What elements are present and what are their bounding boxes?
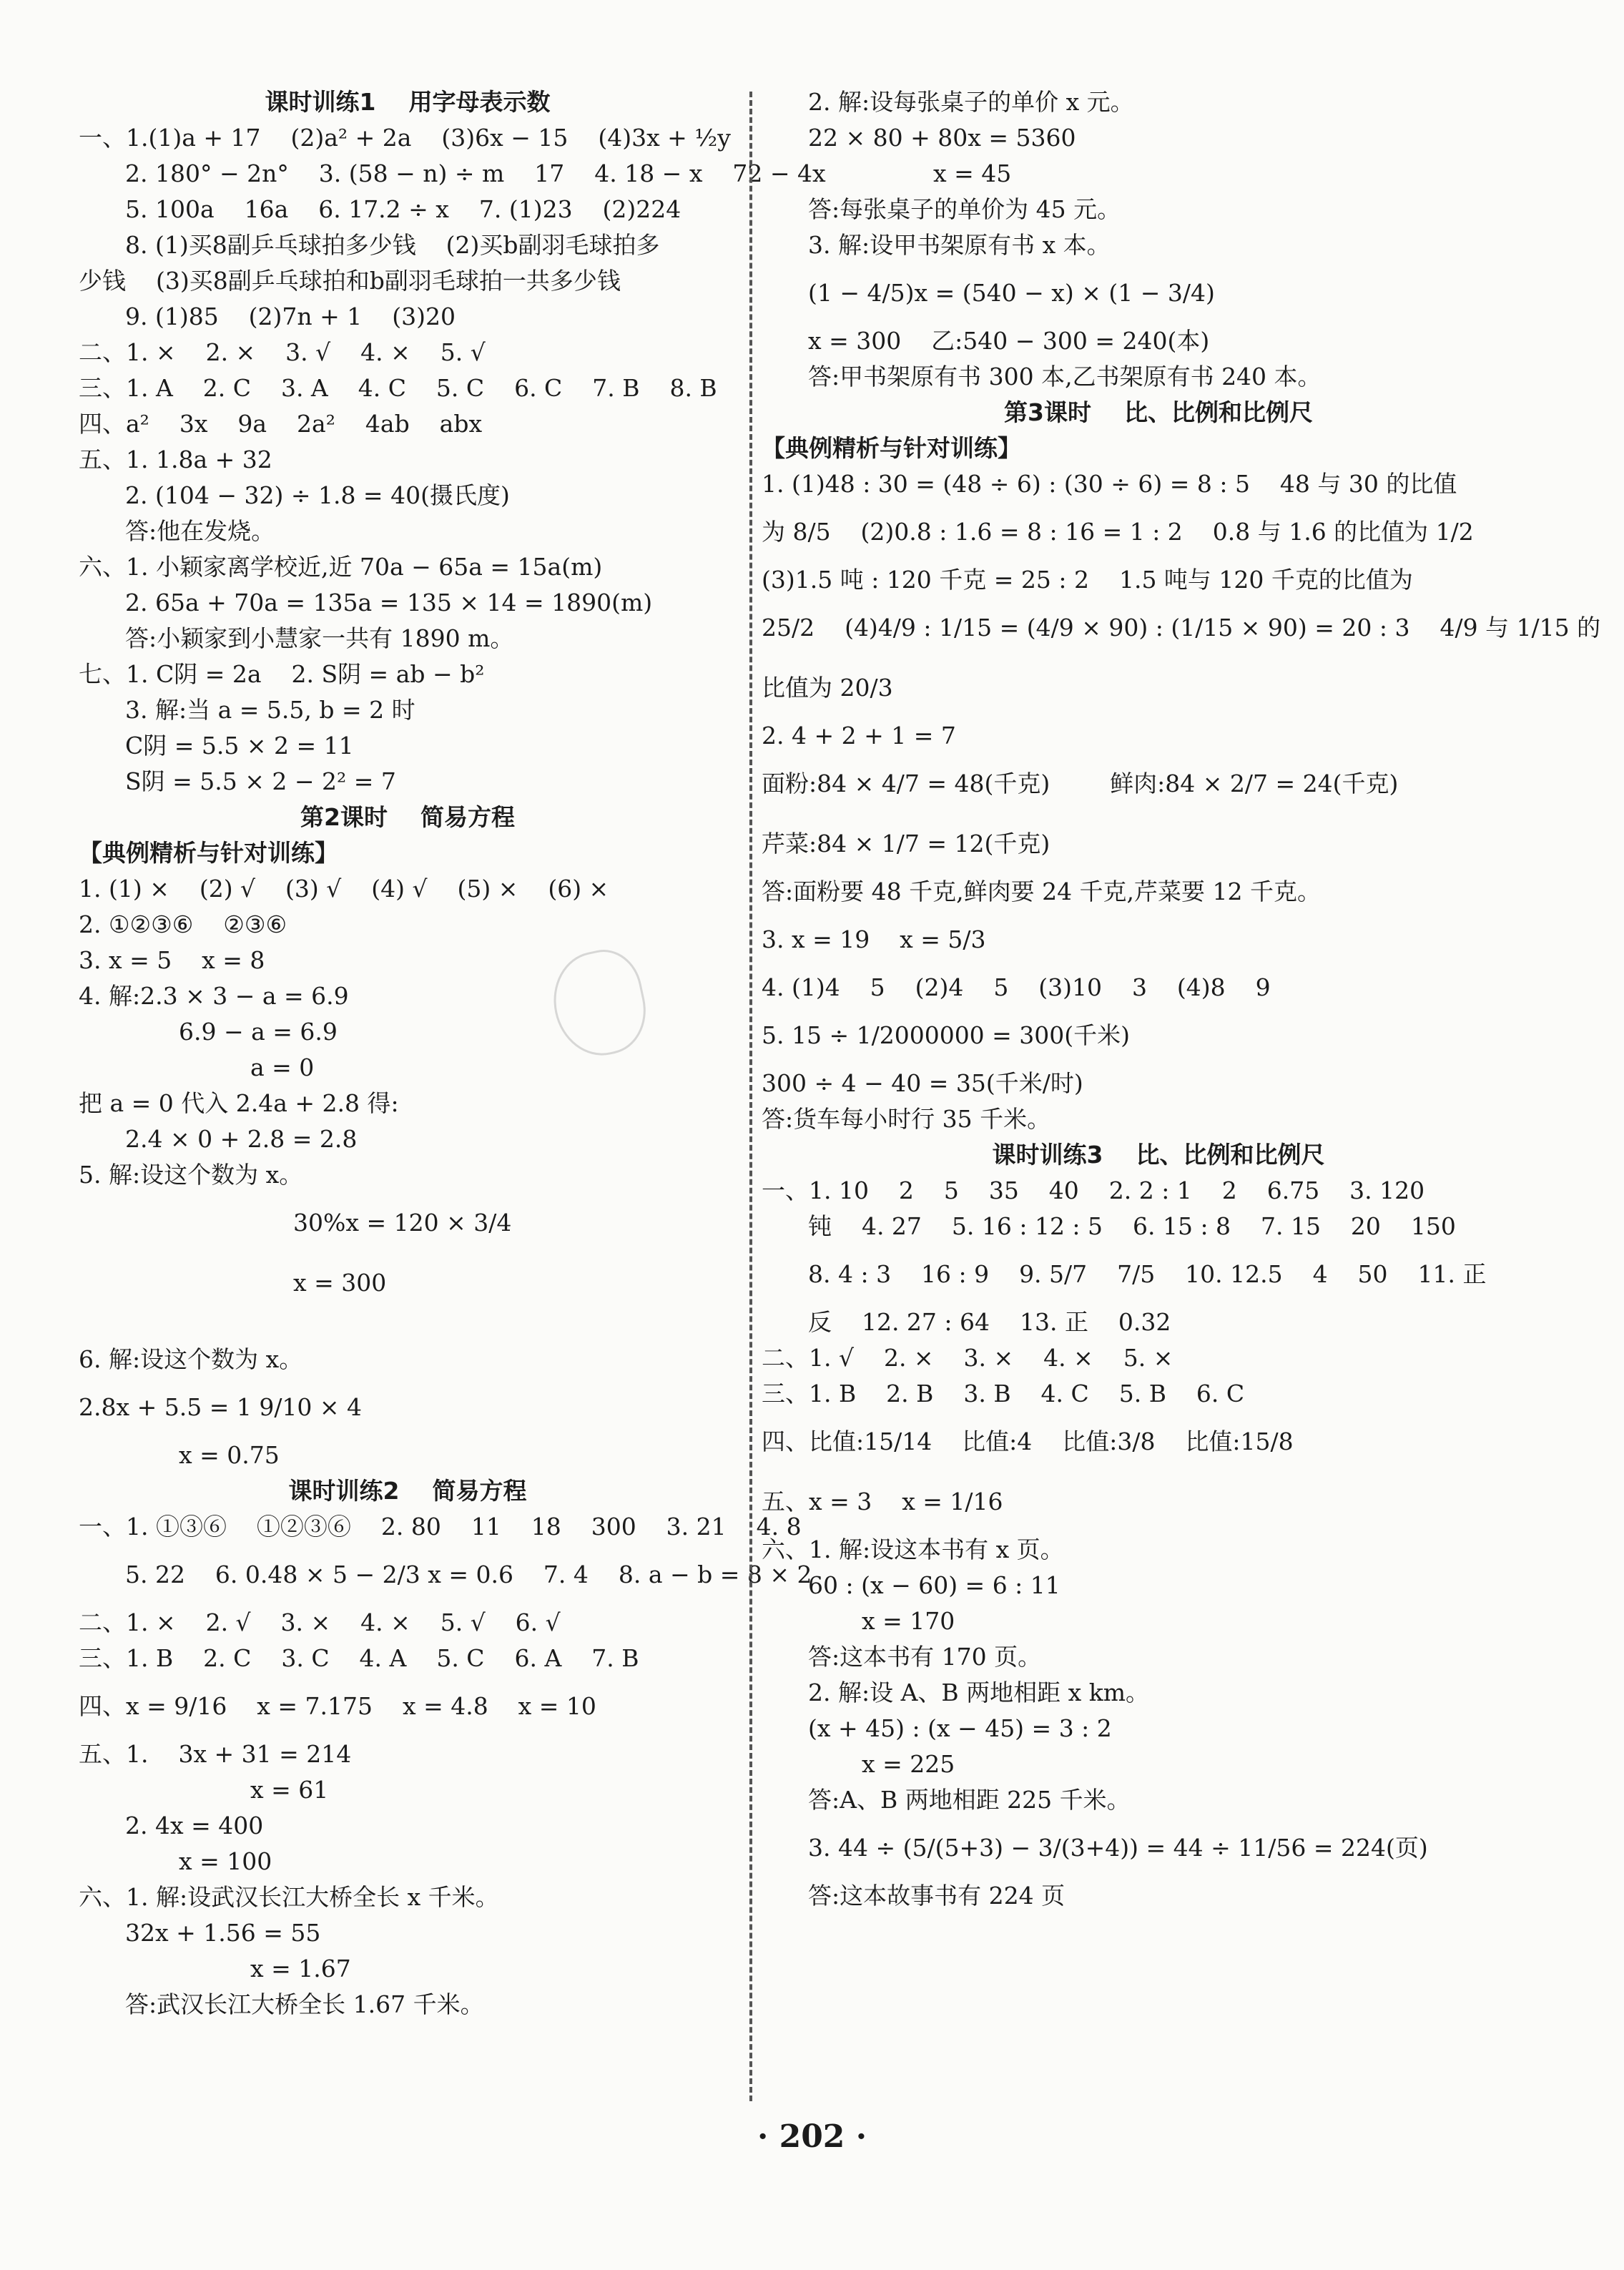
answer-line: 五、1. 1.8a + 32 [79,446,272,473]
answer-line: x = 100 [179,1847,272,1875]
answer-line: 32x + 1.56 = 55 [125,1919,321,1947]
answer-line: 6. 解:设这个数为 x。 [79,1345,303,1373]
section-heading: 课时训练1 用字母表示数 [265,88,551,116]
answer-line: 2. (104 − 32) ÷ 1.8 = 40(摄氏度) [125,481,510,509]
answer-line: 比值为 20/3 [762,674,893,702]
answer-line: 六、1. 解:设武汉长江大桥全长 x 千米。 [79,1883,499,1911]
answer-line: 反 12. 27 : 64 13. 正 0.32 [808,1308,1171,1336]
answer-line: x = 300 乙:540 − 300 = 240(本) [808,327,1210,355]
answer-line: 四、x = 9/16 x = 7.175 x = 4.8 x = 10 [79,1692,596,1720]
answer-line: x = 225 [862,1750,955,1778]
answer-line: 2. 解:设每张桌子的单价 x 元。 [808,88,1134,116]
answer-line: 3. 44 ÷ (5/(5+3) − 3/(3+4)) = 44 ÷ 11/56 = 224(页) [808,1834,1428,1862]
answer-line: 6.9 − a = 6.9 [179,1018,338,1046]
answer-line: 【典例精析与针对训练】 [79,839,338,867]
answer-line: x = 170 [862,1607,955,1635]
column-divider [749,92,752,2101]
answer-line: 为 8/5 (2)0.8 : 1.6 = 8 : 16 = 1 : 2 0.8 与 1.6 的比值为 1/2 [762,518,1474,546]
answer-line: 2.4 × 0 + 2.8 = 2.8 [125,1125,358,1153]
answer-line: 四、比值:15/14 比值:4 比值:3/8 比值:15/8 [762,1428,1294,1455]
answer-line: x = 45 [933,159,1012,187]
answer-line: 答:面粉要 48 千克,鲜肉要 24 千克,芹菜要 12 千克。 [762,878,1322,905]
answer-line: 答:小颖家到小慧家一共有 1890 m。 [125,624,514,652]
answer-line: 答:武汉长江大桥全长 1.67 千米。 [125,1990,484,2018]
answer-line: 一、1. 10 2 5 35 40 2. 2 : 1 2 6.75 3. 120 [762,1176,1425,1204]
section-heading: 课时训练3 比、比例和比例尺 [992,1141,1325,1169]
answer-line: 六、1. 小颖家离学校近,近 70a − 65a = 15a(m) [79,553,603,581]
answer-line: 三、1. B 2. B 3. B 4. C 5. B 6. C [762,1380,1245,1407]
answer-line: 5. 15 ÷ 1/2000000 = 300(千米) [762,1021,1131,1049]
answer-line: 钝 4. 27 5. 16 : 12 : 5 6. 15 : 8 7. 15 20 150 [808,1212,1456,1240]
answer-line: 5. 100a 16a 6. 17.2 ÷ x 7. (1)23 (2)224 [125,195,681,223]
answer-line: 答:每张桌子的单价为 45 元。 [808,195,1121,223]
answer-line: 5. 解:设这个数为 x。 [79,1161,303,1189]
answer-line: x = 0.75 [179,1441,280,1469]
answer-line: 2. 解:设 A、B 两地相距 x km。 [808,1679,1150,1706]
answer-line: 2.8x + 5.5 = 1 9/10 × 4 [79,1393,363,1421]
section-heading: 课时训练2 简易方程 [288,1477,527,1505]
answer-line: S阴 = 5.5 × 2 − 2² = 7 [125,767,396,795]
answer-line: 3. 解:当 a = 5.5, b = 2 时 [125,696,415,724]
answer-line: 5. 22 6. 0.48 × 5 − 2/3 x = 0.6 7. 4 8. a − b = 8 × 2 [125,1561,812,1588]
answer-line: 4. 解:2.3 × 3 − a = 6.9 [79,982,349,1010]
left-column [79,84,826,2023]
answer-line: 三、1. B 2. C 3. C 4. A 5. C 6. A 7. B [79,1644,639,1672]
answer-line: 2. ①②③⑥ ②③⑥ [79,910,287,938]
answer-line: 25/2 (4)4/9 : 1/15 = (4/9 × 90) : (1/15 × 90) = 20 : 3 4/9 与 1/15 的 [762,614,1601,642]
answer-line: 1. (1) × (2) √ (3) √ (4) √ (5) × (6) × [79,875,609,903]
answer-line: 8. 4 : 3 16 : 9 9. 5/7 7/5 10. 12.5 4 50 11. 正 [808,1260,1487,1288]
answer-line: C阴 = 5.5 × 2 = 11 [125,732,354,760]
answer-line: 8. (1)买8副乒乓球拍多少钱 (2)买b副羽毛球拍多 [125,231,660,259]
answer-line: 22 × 80 + 80x = 5360 [808,124,1076,152]
answer-line: (1 − 4/5)x = (540 − x) × (1 − 3/4) [808,279,1215,307]
answer-line: 二、1. × 2. × 3. √ 4. × 5. √ [79,338,486,366]
answer-line: (x + 45) : (x − 45) = 3 : 2 [808,1714,1112,1742]
answer-line: 二、1. √ 2. × 3. × 4. × 5. × [762,1344,1173,1372]
answer-line: a = 0 [250,1053,315,1081]
answer-line: 3. 解:设甲书架原有书 x 本。 [808,231,1111,259]
answer-line: 五、x = 3 x = 1/16 [762,1488,1003,1515]
answer-line: 一、1. ①③⑥ ①②③⑥ 2. 80 11 18 300 3. 21 4. 8 [79,1513,802,1541]
answer-line: 2. 4x = 400 [125,1812,264,1839]
spacer [79,1313,737,1342]
answer-line: 答:A、B 两地相距 225 千米。 [808,1786,1131,1814]
answer-line: 30%x = 120 × 3/4 [293,1209,512,1237]
answer-line: 300 ÷ 4 − 40 = 35(千米/时) [762,1069,1083,1097]
answer-line: 答:甲书架原有书 300 本,乙书架原有书 240 本。 [808,363,1322,390]
answer-line: 六、1. 解:设这本书有 x 页。 [762,1536,1064,1563]
answer-line: 3. x = 19 x = 5/3 [762,925,986,953]
page-number: · 202 · [757,2118,867,2155]
answer-line: 2. 4 + 2 + 1 = 7 [762,722,956,750]
answer-line: (3)1.5 吨 : 120 千克 = 25 : 2 1.5 吨与 120 千克的比值为 [762,566,1413,594]
answer-line: 三、1. A 2. C 3. A 4. C 5. C 6. C 7. B 8. B [79,374,717,402]
answer-line: 4. (1)4 5 (2)4 5 (3)10 3 (4)8 9 [762,973,1271,1001]
answer-line: 1. (1)48 : 30 = (48 ÷ 6) : (30 ÷ 6) = 8 : 5 48 与 30 的比值 [762,470,1457,498]
answer-line: 把 a = 0 代入 2.4a + 2.8 得: [79,1089,399,1117]
answer-line: 2. 65a + 70a = 135a = 135 × 14 = 1890(m) [125,589,653,616]
answer-line: 二、1. × 2. √ 3. × 4. × 5. √ 6. √ [79,1608,561,1636]
answer-line: 答:货车每小时行 35 千米。 [762,1105,1051,1133]
answer-line: x = 1.67 [250,1955,351,1982]
answer-line: 3. x = 5 x = 8 [79,946,265,974]
answer-line: x = 300 [293,1269,387,1297]
answer-line: 少钱 (3)买8副乒乓球拍和b副羽毛球拍一共多少钱 [79,267,621,295]
right-column [762,84,1601,1914]
answer-line: 9. (1)85 (2)7n + 1 (3)20 [125,303,456,330]
answer-line: 2. 180° − 2n° 3. (58 − n) ÷ m 17 4. 18 − x 72 − 4x [125,159,826,187]
answer-line: 芹菜:84 × 1/7 = 12(千克) [762,830,1050,858]
answer-line: 一、1.(1)a + 17 (2)a² + 2a (3)6x − 15 (4)3x + ½y [79,124,731,152]
answer-line: 答:这本书有 170 页。 [808,1643,1042,1671]
answer-line: 七、1. C阴 = 2a 2. S阴 = ab − b² [79,660,485,688]
answer-line: 面粉:84 × 4/7 = 48(千克) 鲜肉:84 × 2/7 = 24(千克) [762,770,1399,797]
section-heading: 第2课时 简易方程 [300,803,515,831]
answer-line: 四、a² 3x 9a 2a² 4ab abx [79,410,483,438]
answer-line: 答:这本故事书有 224 页 [808,1882,1066,1910]
answer-line: x = 61 [250,1776,329,1804]
answer-line: 五、1. 3x + 31 = 214 [79,1740,352,1768]
answer-line: 60 : (x − 60) = 6 : 11 [808,1571,1060,1599]
answer-line: 【典例精析与针对训练】 [762,434,1021,462]
answer-line: 答:他在发烧。 [125,517,275,545]
section-heading: 第3课时 比、比例和比例尺 [1004,398,1313,426]
